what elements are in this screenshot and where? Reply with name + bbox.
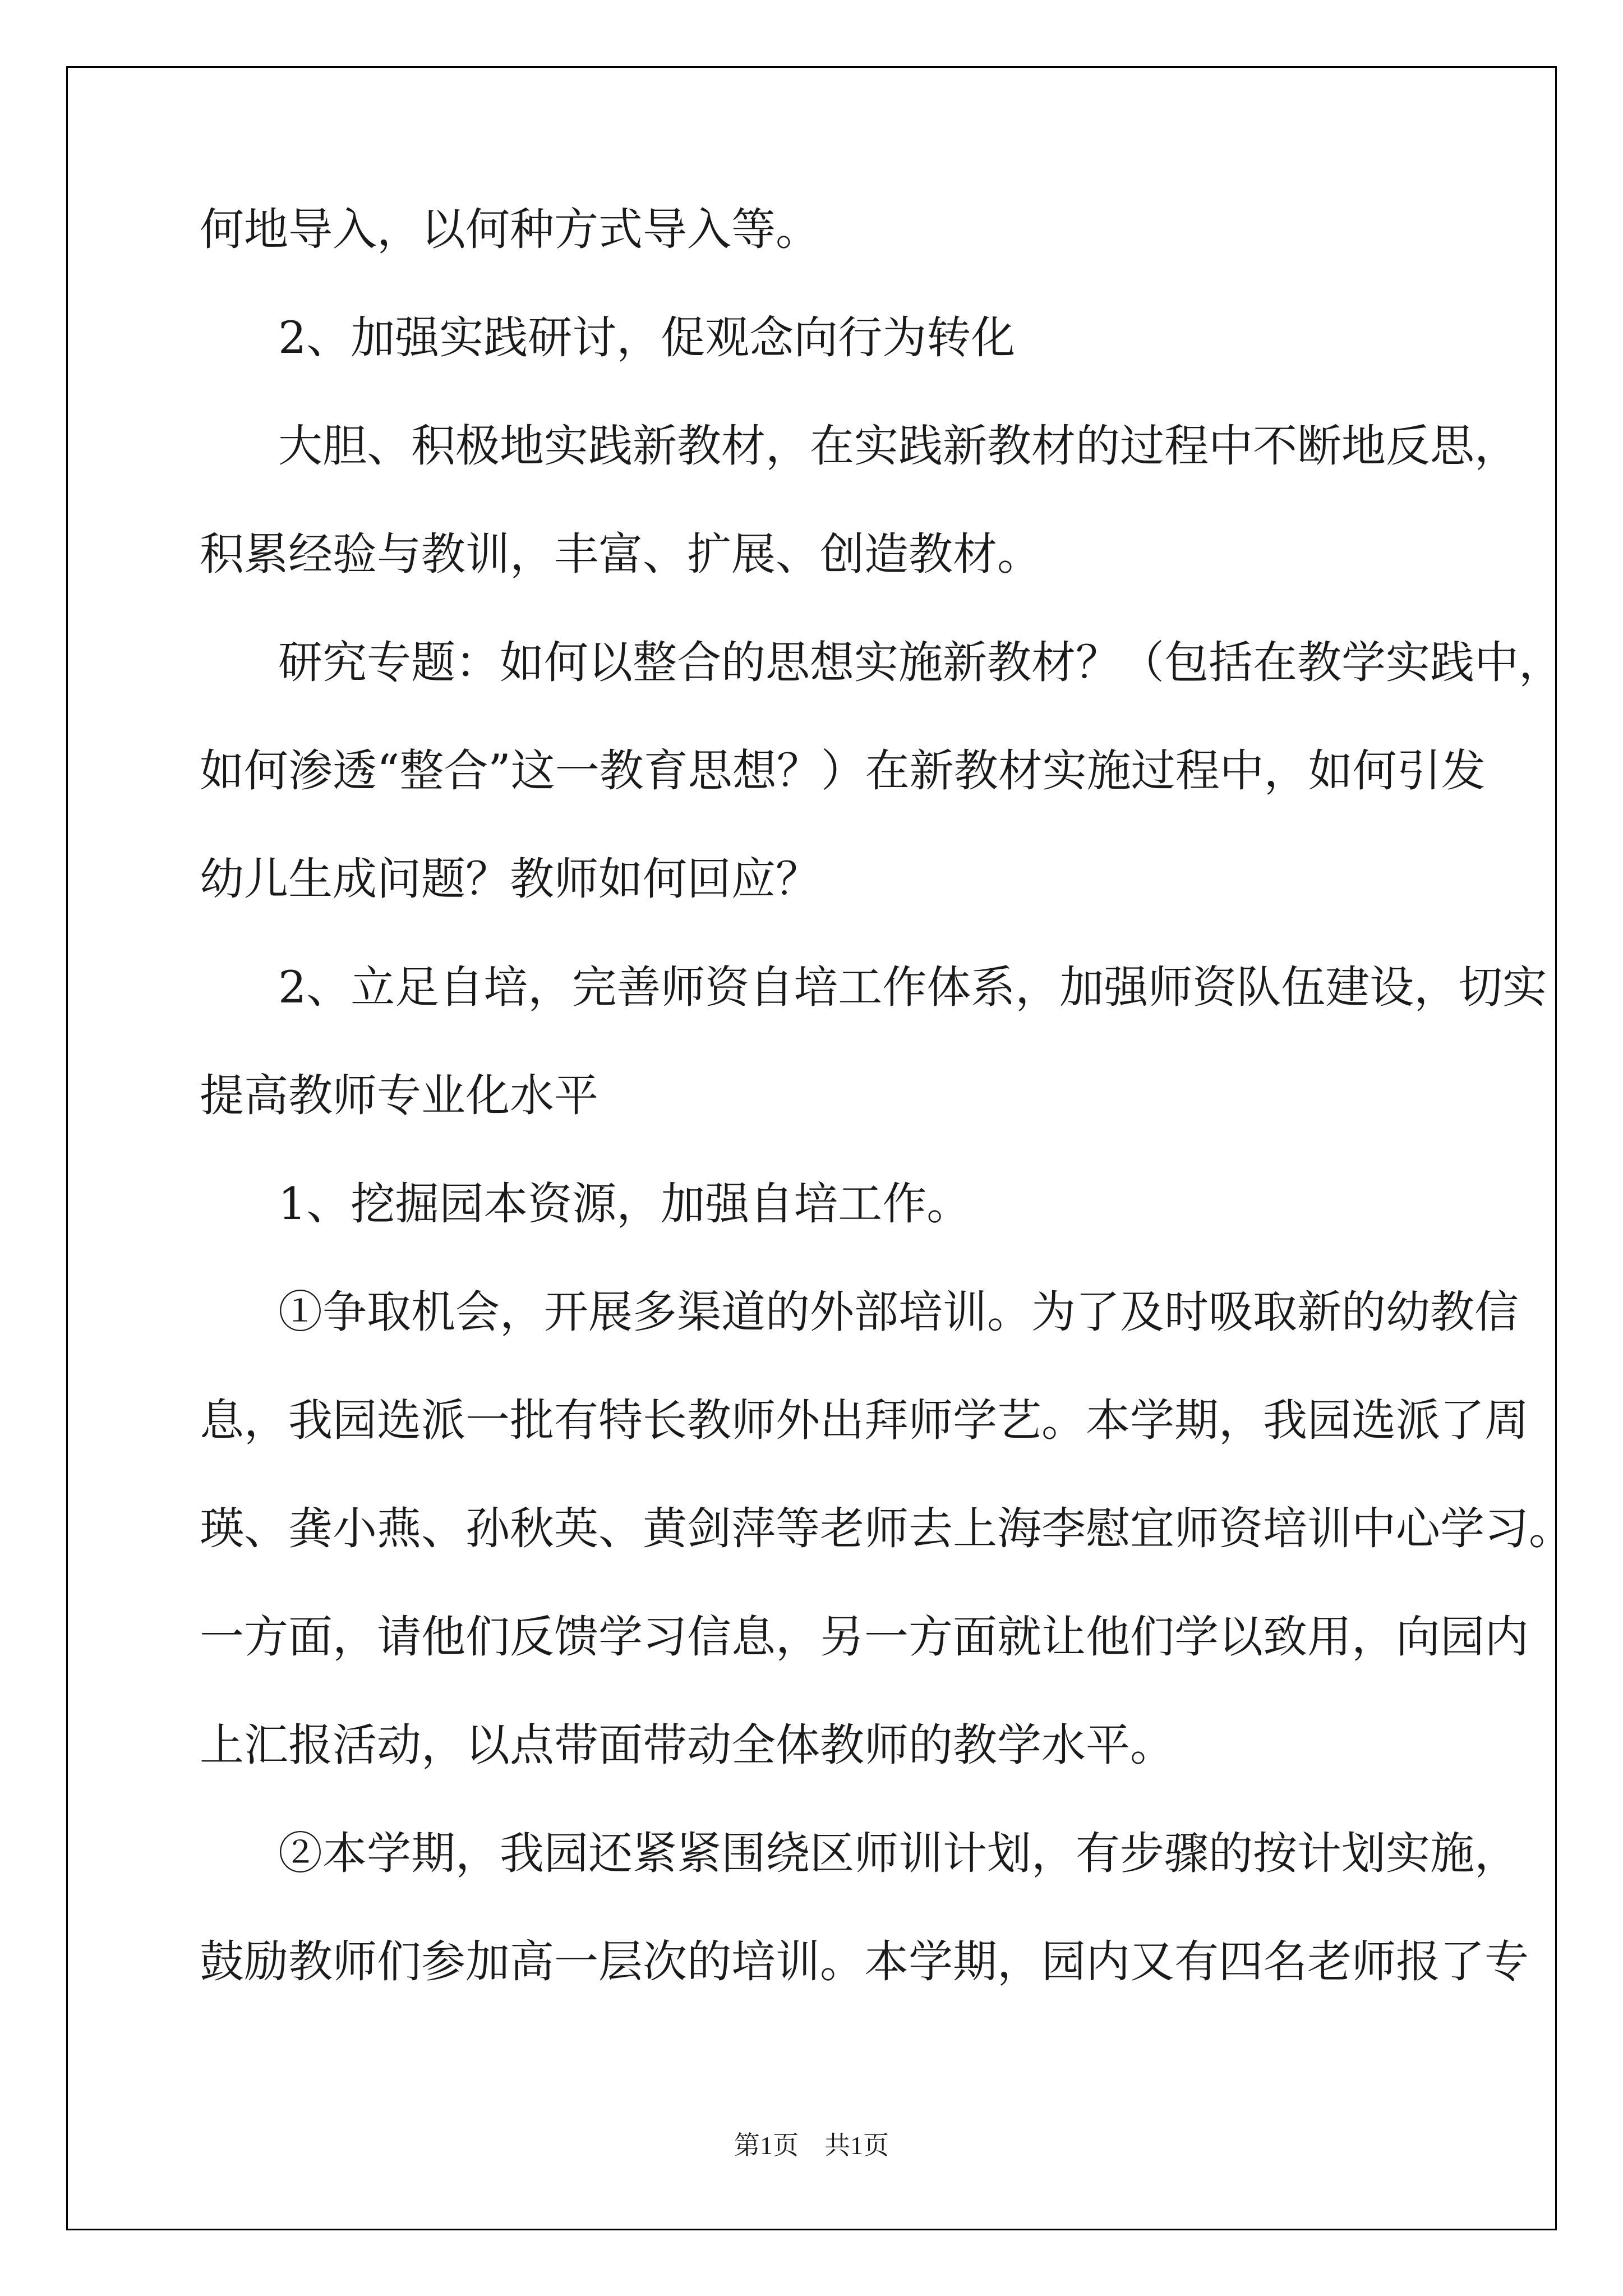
text-line: 如何渗透“整合”这一教育思想？）在新教材实施过程中，如何引发 <box>200 745 1486 797</box>
text-line: 上汇报活动，以点带面带动全体教师的教学水平。 <box>200 1719 1174 1771</box>
text-line: 提高教师专业化水平 <box>200 1070 598 1121</box>
text-line: 鼓励教师们参加高一层次的培训。本学期，园内又有四名老师报了专 <box>200 1936 1529 1987</box>
text-line: ②本学期，我园还紧紧围绕区师训计划，有步骤的按计划实施， <box>278 1828 1519 1879</box>
text-line: 幼儿生成问题？教师如何回应？ <box>200 853 820 905</box>
text-line: ①争取机会，开展多渠道的外部培训。为了及时吸取新的幼教信 <box>278 1286 1519 1338</box>
page-total: 共1页 <box>824 2131 889 2160</box>
text-line: 2、加强实践研讨，促观念向行为转化 <box>278 312 1016 364</box>
text-line: 息，我园选派一批有特长教师外出拜师学艺。本学期，我园选派了周 <box>200 1395 1529 1446</box>
text-line: 研究专题：如何以整合的思想实施新教材？（包括在教学实践中， <box>278 637 1563 688</box>
document-body <box>200 204 1573 1987</box>
text-line: 2、立足自培，完善师资自培工作体系，加强师资队伍建设，切实 <box>278 961 1547 1013</box>
page-footer <box>0 2132 1623 2160</box>
text-line: 1、挖掘园本资源，加强自培工作。 <box>278 1178 971 1230</box>
text-line: 一方面，请他们反馈学习信息，另一方面就让他们学以致用，向园内 <box>200 1611 1529 1663</box>
text-line: 瑛、龚小燕、孙秋英、黄剑萍等老师去上海李慰宜师资培训中心学习。 <box>200 1503 1573 1554</box>
text-line: 积累经验与教训，丰富、扩展、创造教材。 <box>200 528 1041 580</box>
text-line: 大胆、积极地实践新教材，在实践新教材的过程中不断地反思， <box>278 420 1519 472</box>
text-line: 何地导入，以何种方式导入等。 <box>200 204 820 255</box>
page-number: 第1页 <box>734 2131 799 2160</box>
